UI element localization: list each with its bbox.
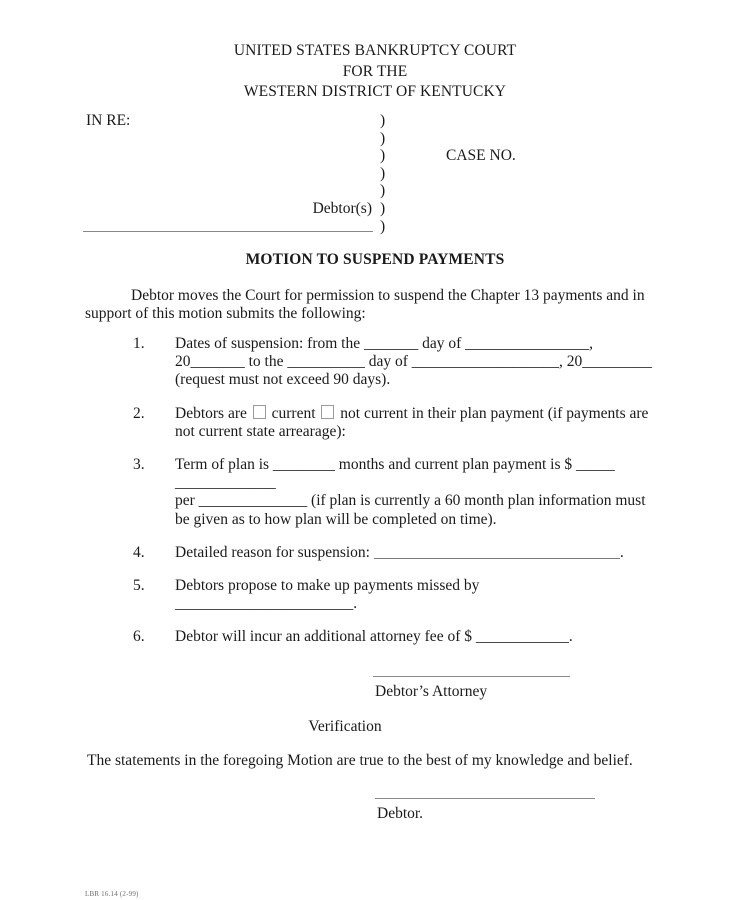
debtor-signature-label: Debtor. xyxy=(377,805,424,822)
debtors-label: Debtor(s) xyxy=(312,200,372,217)
item-body xyxy=(175,628,658,646)
caption-paren: ) xyxy=(380,147,386,165)
attorney-signature-label: Debtor’s Attorney xyxy=(375,683,488,700)
caption-paren: ) xyxy=(380,129,386,147)
caption-paren: ) xyxy=(380,199,386,217)
case-caption-block xyxy=(0,0,750,240)
verification-heading: Verification xyxy=(308,718,382,735)
item-text: to the xyxy=(244,353,288,371)
item-number: 3. xyxy=(133,456,145,474)
court-heading-line-1: UNITED STATES BANKRUPTCY COURT xyxy=(233,42,517,59)
court-heading-line-3: WESTERN DISTRICT OF KENTUCKY xyxy=(243,83,507,100)
caption-paren: ) xyxy=(380,217,386,235)
item-text: Debtor will incur an additional attorney fee of $ xyxy=(175,628,476,646)
item-text: , 20 xyxy=(559,353,583,371)
fill-in-rule[interactable] xyxy=(374,546,620,559)
item-text: Debtors propose to make up payments missed by xyxy=(175,577,480,595)
item-body xyxy=(175,335,658,390)
in-re-label: IN RE: xyxy=(86,112,131,129)
numbered-item xyxy=(0,577,750,613)
fill-in-blank[interactable]: _____ xyxy=(575,456,615,474)
item-body xyxy=(175,577,658,613)
numbered-item xyxy=(0,544,750,562)
item-body xyxy=(175,456,658,529)
caption-paren: ) xyxy=(380,164,386,182)
item-text: . xyxy=(619,543,624,561)
fill-in-blank[interactable]: ________ xyxy=(272,456,335,474)
item-body xyxy=(175,405,658,441)
attorney-signature-line xyxy=(373,676,570,677)
item-text: Dates of suspension: from the xyxy=(175,335,364,352)
fill-in-blank[interactable]: ____________ xyxy=(475,628,569,646)
fill-in-blank[interactable]: _________ xyxy=(582,353,653,371)
fill-in-blank[interactable]: _______________________ xyxy=(175,595,354,613)
court-heading-line-2: FOR THE xyxy=(342,62,408,80)
page-title: MOTION TO SUSPEND PAYMENTS xyxy=(245,251,505,268)
case-number-label: CASE NO. xyxy=(446,147,516,164)
intro-paragraph: Debtor moves the Court for permission to suspend the Chapter 13 payments and in support of this motion submits the following: xyxy=(85,287,645,322)
fill-in-blank[interactable]: _______ xyxy=(363,335,419,352)
checkbox[interactable] xyxy=(321,405,334,419)
item-text: Detailed reason for suspension: xyxy=(175,543,374,561)
numbered-item xyxy=(0,405,750,441)
fill-in-blank[interactable]: ________________ xyxy=(465,335,590,352)
fill-in-blank[interactable]: _______ xyxy=(190,353,245,371)
fill-in-blank[interactable]: __________ xyxy=(287,353,365,371)
fill-in-blank[interactable]: ___________________ xyxy=(411,353,560,371)
item-text: , 20 xyxy=(175,335,594,371)
item-number: 4. xyxy=(133,543,145,561)
item-number: 6. xyxy=(133,628,145,646)
numbered-item xyxy=(0,628,750,646)
numbered-item xyxy=(0,335,750,390)
checkbox[interactable] xyxy=(253,405,266,419)
item-text: months and current plan payment is $ xyxy=(334,456,576,474)
fill-in-blank[interactable]: ______________ xyxy=(198,492,308,510)
item-text: . xyxy=(353,595,358,613)
item-number: 5. xyxy=(133,577,145,595)
item-text: (request must not exceed 90 days). xyxy=(175,371,391,389)
item-text: day of xyxy=(364,353,412,371)
item-text: day of xyxy=(418,335,466,352)
caption-horizontal-rule xyxy=(83,231,373,232)
fill-in-blank[interactable]: _____________ xyxy=(175,474,276,492)
item-text: . xyxy=(568,628,573,646)
item-text: Term of plan is xyxy=(175,456,273,474)
item-text: per xyxy=(175,492,199,510)
verification-statement: The statements in the foregoing Motion are true to the best of my knowledge and belief. xyxy=(87,752,633,769)
numbered-items-list xyxy=(0,335,750,662)
item-text: current xyxy=(267,404,320,422)
item-body xyxy=(175,544,658,562)
numbered-item xyxy=(0,456,750,529)
item-number: 2. xyxy=(133,404,145,422)
item-number: 1. xyxy=(133,335,145,352)
debtor-signature-line xyxy=(375,798,595,799)
item-text: not current in their plan payment (if payments are not current state arrearage): xyxy=(175,404,649,440)
item-text: (if plan is currently a 60 month plan information must be given as to how plan will be completed on time). xyxy=(175,492,646,528)
caption-paren-column xyxy=(380,112,385,235)
form-code-footer: LBR 16.14 (2-99) xyxy=(85,890,139,898)
caption-paren: ) xyxy=(380,182,386,200)
caption-paren: ) xyxy=(380,112,386,129)
item-text: Debtors are xyxy=(175,404,251,422)
